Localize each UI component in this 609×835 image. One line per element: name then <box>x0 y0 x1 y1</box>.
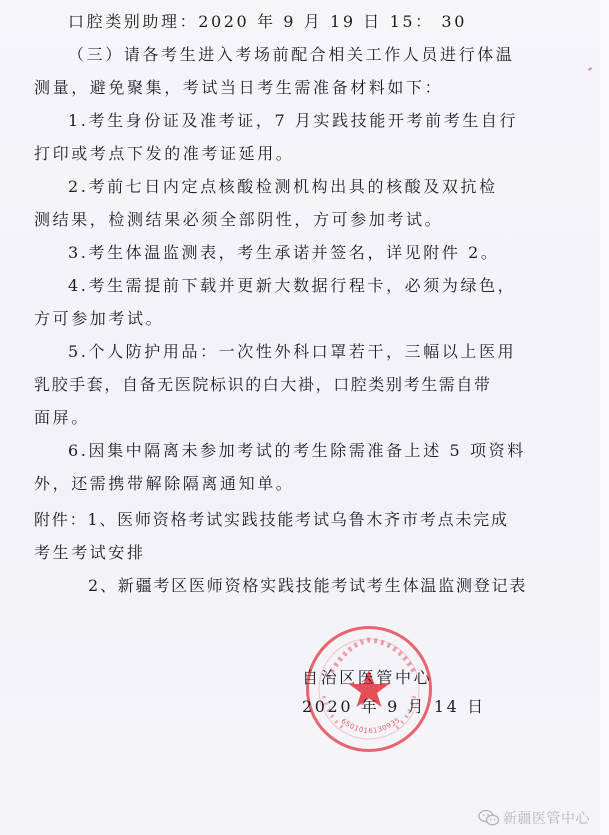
exam-schedule-line: 口腔类别助理：2020 年 9 月 19 日 15： 30 <box>68 12 467 31</box>
page-edge <box>600 0 609 835</box>
wechat-watermark <box>478 808 590 828</box>
item-1-line-2: 打印或考点下发的准考证延用。 <box>34 144 295 163</box>
wechat-icon <box>478 809 500 827</box>
item-3-line-1: 3.考生体温监测表，考生承诺并签名，详见附件 2。 <box>68 243 500 262</box>
attachment-1-line-2: 考生考试安排 <box>34 543 146 562</box>
section-3-continued: 测量，避免聚集，考试当日考生需准备材料如下： <box>34 78 444 97</box>
attachment-2: 2、新疆考区医师资格实践技能考试考生体温监测登记表 <box>88 576 528 595</box>
item-6-line-2: 外，还需携带解除隔离通知单。 <box>34 474 295 493</box>
item-5-line-1: 5.个人防护用品：一次性外科口罩若干，三幅以上医用 <box>68 342 517 361</box>
item-4-line-1: 4.考生需提前下载并更新大数据行程卡，必须为绿色， <box>68 276 517 295</box>
item-1-line-1: 1.考生身份证及准考证，7 月实践技能开考前考生自行 <box>68 111 519 130</box>
attachment-1-line-1: 附件：1、医师资格考试实践技能考试乌鲁木齐市考点未完成 <box>34 510 509 529</box>
signature-organization: 自治区医管中心 <box>302 668 433 687</box>
item-6-line-1: 6.因集中隔离未参加考试的考生除需准备上述 5 项资料 <box>68 441 526 460</box>
ink-speck <box>588 67 592 71</box>
item-5-line-2: 乳胶手套，自备无医院标识的白大褂，口腔类别考生需自带 <box>34 375 492 394</box>
item-4-line-2: 方可参加考试。 <box>34 309 165 328</box>
watermark-text: 新疆医管中心 <box>503 811 590 827</box>
item-2-line-1: 2.考前七日内定点核酸检测机构出具的核酸及双抗检 <box>68 177 498 196</box>
seal-code <box>309 629 435 755</box>
svg-text:6501016130935: 6501016130935 <box>339 715 402 736</box>
item-5-line-3: 面屏。 <box>34 408 90 427</box>
item-2-line-2: 测结果，检测结果必须全部阴性，方可参加考试。 <box>34 210 444 229</box>
signature-date: 2020 年 9 月 14 日 <box>302 697 486 716</box>
official-seal <box>306 626 432 752</box>
section-3-heading: （三）请各考生进入考场前配合相关工作人员进行体温 <box>68 45 515 64</box>
